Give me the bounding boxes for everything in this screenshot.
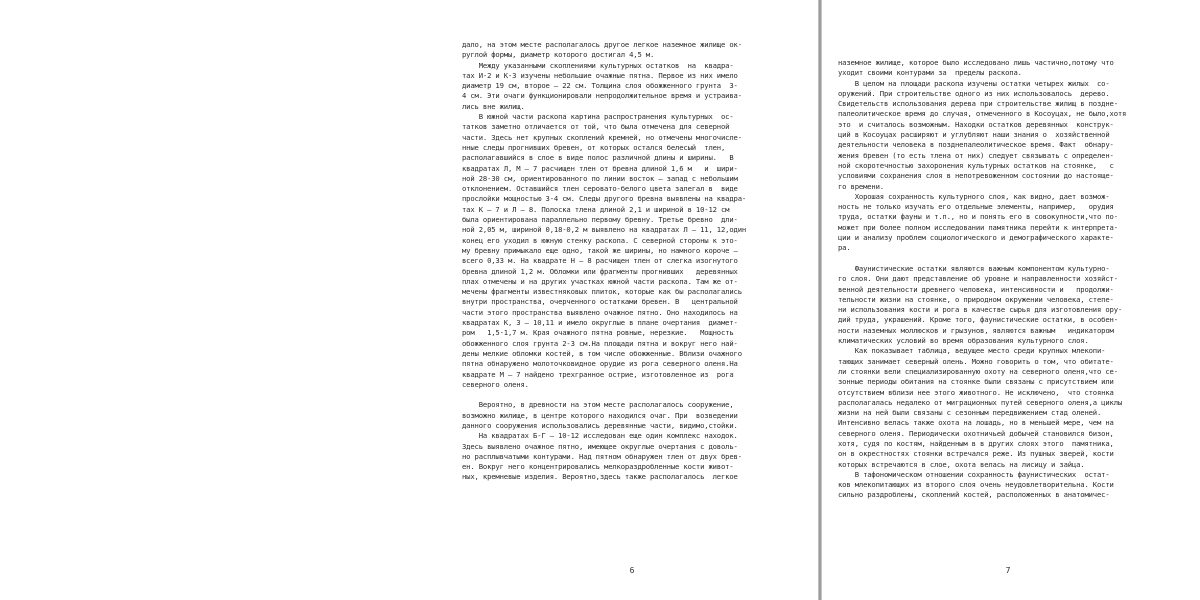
text-line: ни использования кости и рога в качестве сырья для изготовления ору- xyxy=(838,305,1123,315)
text-line: оружений. При строительстве одного из них использовалось дерево. xyxy=(838,88,1110,98)
text-line: отсутствием вблизи нее этого животного. Не исключено, что стоянка xyxy=(838,387,1114,397)
text-line: дало, на этом месте располагалось другое легкое наземное жилище ок- xyxy=(462,40,742,49)
text-line: но расплывчатыми контурами. Над пятном обнаружен тлен от двух брев- xyxy=(462,451,742,461)
left-page xyxy=(462,0,788,600)
text-line: конец его уходил в южную стенку раскопа. С северной стороны к это- xyxy=(462,235,738,245)
text-line: всего 0,33 м. На квадрате Н – 8 расчищен тлен от слегка изогнутого xyxy=(462,256,738,266)
text-line: ности наземных моллюсков и грызунов, являются важным индикатором xyxy=(838,325,1114,335)
text-line xyxy=(462,390,788,400)
text-line: труда, остатки фауны и т.п., но и понять его в совокупности,что по- xyxy=(838,212,1118,222)
text-line: части этого пространства выявлено очажное пятно. Оно находилось на xyxy=(462,307,738,317)
text-line: бревна длиной 1,2 м. Обломки или фрагменты прогнивших деревянных xyxy=(462,266,738,276)
text-line: нные следы прогнивших бревен, от которых остался белесый тлен, xyxy=(462,142,726,152)
text-line: диаметр 19 см, второе – 22 см. Толщина слоя обожженного грунта 3- xyxy=(462,81,738,91)
text-line: условиями сохранения слоя в непотревоженном состоянии до настояще- xyxy=(838,171,1114,181)
text-line: прослойки мощностью 3-4 см. Следы другого бревна выявлены на квадра- xyxy=(462,194,747,204)
text-line: Интенсивно велась также охота на лошадь, но в меньшей мере, чем на xyxy=(838,418,1114,428)
text-line: ли стоянки вели специализированную охоту на северного оленя,что се- xyxy=(838,366,1118,376)
text-line: жизни на ней были связаны с сезонным передвижением стад оленей. xyxy=(838,408,1102,418)
text-line: руглой формы, диаметр которого достигал 4,5 м. xyxy=(462,50,655,60)
text-line: тах И-2 и К-3 изучены небольшие очажные пятна. Первое из них имело xyxy=(462,70,738,80)
text-line: наземное жилище, которое было исследовано лишь частично,потому что xyxy=(838,58,1114,67)
text-line: которых встречаются в слое, охота велась на лисицу и зайца. xyxy=(838,459,1085,469)
text-line: В целом на площади раскопа изучены остатки четырех жилых со- xyxy=(838,78,1110,88)
text-line: палеолитическое время до случая, отмеченного в Косоуцах, не было,хотя xyxy=(838,109,1127,119)
text-line: му бревну примыкало еще одно, такой же ширины, но намного короче – xyxy=(462,245,738,255)
text-line: квадратах Л, М – 7 расчищен тлен от бревна длиной 1,6 м и шири- xyxy=(462,163,738,173)
right-page xyxy=(838,0,1174,600)
text-line: может при более полном исследовании памятника перейти к интерпрета- xyxy=(838,222,1118,232)
text-line: На квадратах Б-Г – 10-12 исследован еще один комплекс находок. xyxy=(462,431,738,441)
text-line: возможно жилище, в центре которого находился очаг. При возведении xyxy=(462,410,738,420)
text-line: ность не только изучать его отдельные элементы, например, орудия xyxy=(838,202,1114,212)
text-line: внутри пространства, очерченного остатками бревен. В центральной xyxy=(462,297,738,307)
text-line: 4 см. Эти очаги функционировали непродолжительное время и устраива- xyxy=(462,91,742,101)
text-line: северного оленя. xyxy=(462,379,529,389)
text-line: деятельности человека в позднепалеолитическое время. Факт обнару- xyxy=(838,140,1114,150)
text-line: В тафономическом отношении сохранность фаунистических остат- xyxy=(838,469,1110,479)
text-line: уходит своими контурами за пределы раскопа. xyxy=(838,68,1022,78)
text-line: тельности жизни на стоянке, о природном окружении человека, степе- xyxy=(838,294,1114,304)
book-gutter xyxy=(818,0,822,600)
text-line: Фаунистические остатки являются важным компонентом культурно- xyxy=(838,263,1110,273)
text-line: ции и анализу проблем социологического и демографического характе- xyxy=(838,233,1114,243)
text-line: располагавшийся в слое в виде полос различной длины и ширины. В xyxy=(462,153,734,163)
text-line: климатических условий во время образования культурного слоя. xyxy=(838,336,1089,346)
text-line xyxy=(838,254,1174,264)
text-line: Хорошая сохранность культурного слоя, как видно, дает возмож- xyxy=(838,191,1110,201)
text-line: ром 1,5-1,7 м. Края очажного пятна ровные, нерезкие. Мощность xyxy=(462,328,734,338)
text-line: ра. xyxy=(838,243,851,253)
text-line: Как показывает таблица, ведущее место среди крупных млекопи- xyxy=(838,346,1106,356)
text-line: Между указанными скоплениями культурных остатков на квадра- xyxy=(462,60,734,70)
text-line: зонные периоды обитания на стоянке были связаны с присутствием или xyxy=(838,377,1114,387)
text-line: плах отмечены и на других участках южной части раскопа. Там же от- xyxy=(462,276,738,286)
text-line: Здесь выявлено очажное пятно, имеющее округлые очертания с доволь- xyxy=(462,441,738,451)
text-line: сильно раздроблены, скоплений костей, расположенных в анатомичес- xyxy=(838,490,1110,500)
text-line: ных, кремневые изделия. Вероятно,здесь также располагалось легкое xyxy=(462,472,738,482)
text-line: пятна обнаружено молоточковидное орудие из рога северного оленя.На xyxy=(462,359,738,369)
text-line: Свидетельств использования дерева при строительстве жилищ в поздне- xyxy=(838,99,1118,109)
text-line: отклонением. Оставшийся тлен серовато-белого цвета залегал в виде xyxy=(462,184,738,194)
text-line: он в окрестностях стоянки встречался реже. Из пушных зверей, кости xyxy=(838,449,1114,459)
text-line: тающих занимает северный олень. Можно говорить о том, что обитате- xyxy=(838,356,1114,366)
text-line: лись вне жилищ. xyxy=(462,101,525,111)
text-line: ций в Косоуцах расширяют и углубляют наши знания о хозяйственной xyxy=(838,130,1110,140)
right-page-text xyxy=(838,58,1174,501)
text-line: дены мелкие обломки костей, в том числе обожженные. Вблизи очажного xyxy=(462,348,742,358)
text-line: квадрате М – 7 найдено трехгранное острие, изготовленное из рога xyxy=(462,369,734,379)
text-line: Вероятно, в древности на этом месте располагалось сооружение, xyxy=(462,400,734,410)
text-line: ков млекопитающих из второго слоя очень неудовлетворительна. Кости xyxy=(838,480,1114,490)
text-line: располагалась недалеко от миграционных путей северного оленя,а циклы xyxy=(838,397,1123,407)
text-line: го времени. xyxy=(838,181,884,191)
text-line: данного сооружения использовались деревянные части, видимо,стойки. xyxy=(462,420,738,430)
text-line: ной 2,05 м, шириной 0,18-0,2 м выявлено на квадратах Л – 11, 12,один xyxy=(462,225,747,235)
text-line: была ориентирована параллельно первому бревну. Третье бревно дли- xyxy=(462,215,738,225)
text-line: дий труда, украшений. Кроме того, фаунистические остатки, в особен- xyxy=(838,315,1118,325)
right-page-number: 7 xyxy=(1005,566,1011,575)
text-line: тах К – 7 и Л – 8. Полоска тлена длиной 2,1 и шириной в 10-12 см xyxy=(462,204,730,214)
text-line: ной 28-30 см, ориентированного по линии восток – запад с небольшим xyxy=(462,173,738,183)
text-line: го слоя. Они дают представление об уровне и направленности хозяйст- xyxy=(838,274,1118,284)
left-page-number: 6 xyxy=(629,566,635,575)
text-line: жения бревен (то есть тлена от них) следует связывать с определен- xyxy=(838,150,1114,160)
text-line: В южной части раскопа картина распространения культурных ос- xyxy=(462,112,734,122)
text-line: хотя, судя по костям, найденным в в других слоях этого памятника, xyxy=(838,438,1114,448)
text-line: ной скоротечностью захоронения культурных остатков на стоянке, с xyxy=(838,160,1114,170)
text-line: это и считалось возможным. Находки остатков деревянных конструк- xyxy=(838,119,1114,129)
text-line: квадратах К, З – 10,11 и имело округлые в плане очертания диамет- xyxy=(462,318,738,328)
text-line: северного оленя. Периодически охотничьей добычей становился бизон, xyxy=(838,428,1114,438)
text-line: венной деятельности древнего человека, интенсивности и продолжи- xyxy=(838,284,1114,294)
text-line: татков заметно отличается от той, что была отмечена для северной xyxy=(462,122,730,132)
text-line: обожженного слоя грунта 2-3 см.На площади пятна и вокруг него най- xyxy=(462,338,738,348)
left-page-text xyxy=(462,40,788,483)
text-line: части. Здесь нет крупных скоплений кремней, но отмечены многочисле- xyxy=(462,132,742,142)
text-line: мечены фрагменты известняковых плиток, которые как бы располагались xyxy=(462,287,742,297)
text-line: ен. Вокруг него концентрировались мелкораздробленные кости живот- xyxy=(462,462,734,472)
